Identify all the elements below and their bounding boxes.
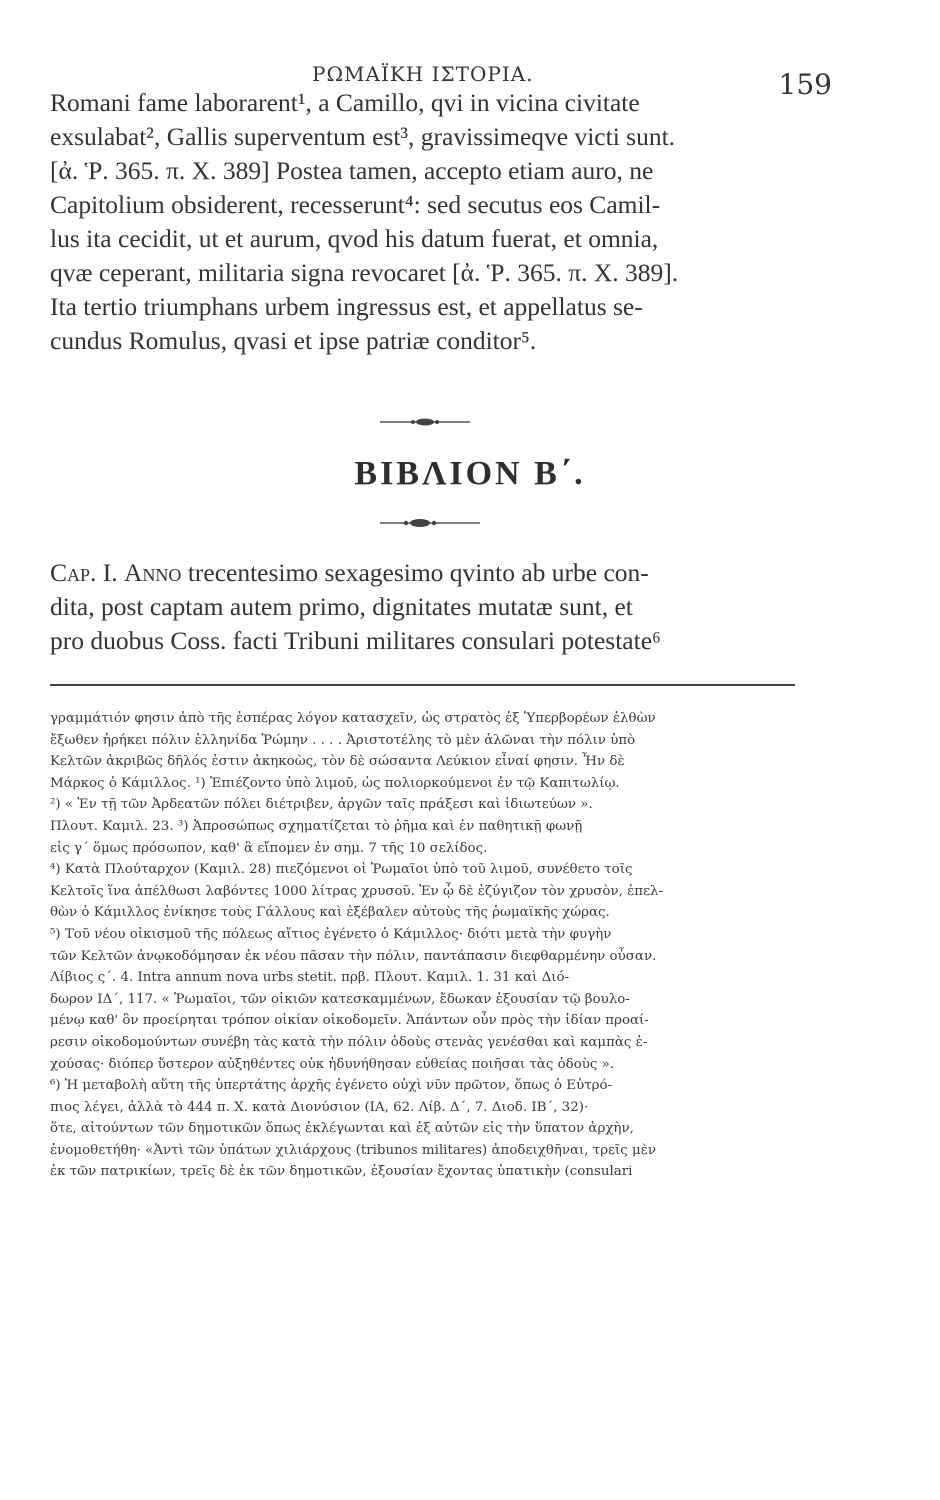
main-text [50, 86, 810, 358]
text-line: dita, post captam autem primo, dignitates mutatæ sunt, et [50, 592, 633, 621]
footnote-line: Κελτοῖς ἵνα ἀπέλθωσι λαβόντες 1000 λίτρας χρυσοῦ. Ἐν ᾧ δὲ ἐζύγιζον τὸν χρυσὸν, ἐπελ- [50, 883, 664, 899]
footnote-line: ⁵) Τοῦ νέου οἰκισμοῦ τῆς πόλεως αἴτιος ἐγένετο ὁ Κάμιλλος· διότι μετὰ τὴν φυγὴν [50, 926, 612, 942]
text-line: lus ita cecidit, ut et aurum, qvod his datum fuerat, et omnia, [50, 224, 659, 253]
running-title: ΡΩΜΑΪΚΗ ΙΣΤΟΡΙΑ. [312, 62, 534, 86]
footnotes [50, 708, 800, 1183]
footnote-line: ὅτε, αἰτούντων τῶν δημοτικῶν ὅπως ἐκλέγωνται καὶ ἐξ αὐτῶν εἰς τὴν ὕπατον ἀρχὴν, [50, 1121, 634, 1137]
text-line: qvæ ceperant, militaria signa revocaret [ἀ. Ῥ. 365. π. Χ. 389]. [50, 258, 679, 287]
footnote-line: πιος λέγει, ἀλλὰ τὸ 444 π. Χ. κατὰ Διονύσιον (ΙΑ, 62. Λίβ. Δ΄, 7. Διοδ. ΙΒ΄, 32)· [50, 1099, 589, 1115]
footnote-line: ἔξωθεν ἡρήκει πόλιν ἑλληνίδα Ῥώμην . . . . Ἀριστοτέλης τὸ μὲν ἁλῶναι τὴν πόλιν ὑπὸ [50, 732, 636, 748]
footnote-line: Κελτῶν ἀκριβῶς δῆλός ἐστιν ἀκηκοὼς, τὸν δὲ σώσαντα Λεύκιον εἶναί φησιν. Ἦν δὲ [50, 754, 625, 770]
text-line: [ἀ. Ῥ. 365. π. Χ. 389] Postea tamen, accepto etiam auro, ne [50, 156, 654, 185]
footnote-line: εἰς γ΄ ὅμως πρόσωπον, καθ' ἃ εἴπομεν ἐν σημ. 7 τῆς 10 σελίδος. [50, 840, 488, 856]
footnote-line: γραμμάτιόν φησιν ἀπὸ τῆς ἑσπέρας λόγον κατασχεῖν, ὡς στρατὸς ἐξ Ὑπερβορέων ἐλθὼν [50, 711, 656, 726]
text-line: cundus Romulus, qvasi et ipse patriæ conditor⁵. [50, 326, 537, 355]
ornament-divider [380, 515, 480, 531]
footnote-line: Λίβιος ς΄. 4. Intra annum nova urbs stetit. πρβ. Πλουτ. Καμιλ. 1. 31 καὶ Διό- [50, 970, 570, 986]
ornament-divider [380, 414, 470, 430]
footnote-line: ⁴) Κατὰ Πλούταρχον (Καμιλ. 28) πιεζόμενοι οἱ Ῥωμαῖοι ὑπὸ τοῦ λιμοῦ, συνέθετο τοῖς [50, 862, 633, 878]
chapter-label: Cap. I. [50, 558, 118, 587]
text-line: Romani fame laborarent¹, a Camillo, qvi in vicina civitate [50, 88, 640, 117]
footnote-line: Μάρκος ὁ Κάμιλλος. ¹) Ἐπιέζοντο ὑπὸ λιμοῦ, ὡς πολιορκούμενοι ἐν τῷ Καπιτωλίῳ. [50, 775, 620, 791]
footnote-rule [50, 684, 795, 686]
footnote-line: τῶν Κελτῶν ἀνῳκοδόμησαν ἐκ νέου πᾶσαν τὴν πόλιν, παντάπασιν διεφθαρμένην οὖσαν. [50, 948, 657, 964]
chapter-text [50, 556, 810, 658]
footnote-line: χούσας· διόπερ ὕστερον αὐξηθέντες οὐκ ἠδυνήθησαν εὐθείας ποιῆσαι τὰς ὁδοὺς ». [50, 1056, 615, 1072]
text-line: pro duobus Coss. facti Tribuni militares consulari potestate⁶ [50, 626, 661, 655]
footnote-line: Πλουτ. Καμιλ. 23. ³) Ἀπροσώπως σχηματίζεται τὸ ῥῆμα καὶ ἐν παθητικῇ φωνῇ [50, 818, 583, 834]
text-line: Ita tertio triumphans urbem ingressus est, et appellatus se- [50, 292, 643, 321]
text-line: Capitolium obsiderent, recesserunt⁴: sed secutus eos Camil- [50, 190, 661, 219]
footnote-line: ²) « Ἐν τῇ τῶν Ἀρδεατῶν πόλει διέτριβεν, ἀργῶν ταῖς πράξεσι καὶ ἰδιωτεύων ». [50, 797, 593, 813]
footnote-line: ἐκ τῶν πατρικίων, τρεῖς δὲ ἐκ τῶν δημοτικῶν, ἐξουσίαν ἔχοντας ὑπατικὴν (consulari [50, 1164, 633, 1180]
text-line: trecentesimo sexagesimo qvinto ab urbe con- [187, 558, 649, 587]
footnote-line: μένῳ καθ' ὃν προείρηται τρόπον οἰκίαν οἰκοδομεῖν. Ἁπάντων οὖν πρὸς τὴν ἰδίαν προαί- [50, 1013, 649, 1029]
text-line: exsulabat², Gallis superventum est³, gravissimeqve victi sunt. [50, 122, 676, 151]
footnote-line: δωρον ΙΔ΄, 117. « Ῥωμαῖοι, τῶν οἰκιῶν κατεσκαμμένων, ἔδωκαν ἐξουσίαν τῷ βουλο- [50, 991, 630, 1007]
book-heading: ΒΙΒΛΙΟΝ Β΄. [354, 455, 586, 492]
chapter-first-line [50, 556, 810, 590]
footnote-line: ρεσιν οἰκοδομούντων συνέβη τὰς κατὰ τὴν πόλιν ὁδοὺς στενὰς γενέσθαι καὶ καμπὰς ἐ- [50, 1034, 648, 1050]
footnote-line: θὼν ὁ Κάμιλλος ἐνίκησε τοὺς Γάλλους καὶ ἐξέβαλεν αὐτοὺς τῆς ῥωμαϊκῆς χώρας. [50, 905, 610, 921]
chapter-first-word: Anno [124, 558, 182, 587]
footnote-line: ⁶) Ἡ μεταβολὴ αὕτη τῆς ὑπερτάτης ἀρχῆς ἐγένετο οὐχὶ νῦν πρῶτον, ὅπως ὁ Εὐτρό- [50, 1078, 613, 1094]
footnote-line: ἐνομοθετήθη· «Ἀντὶ τῶν ὑπάτων χιλιάρχους (tribunos militares) ἀποδειχθῆναι, τρεῖς μὲν [50, 1142, 657, 1158]
page-number: 159 [778, 68, 832, 101]
